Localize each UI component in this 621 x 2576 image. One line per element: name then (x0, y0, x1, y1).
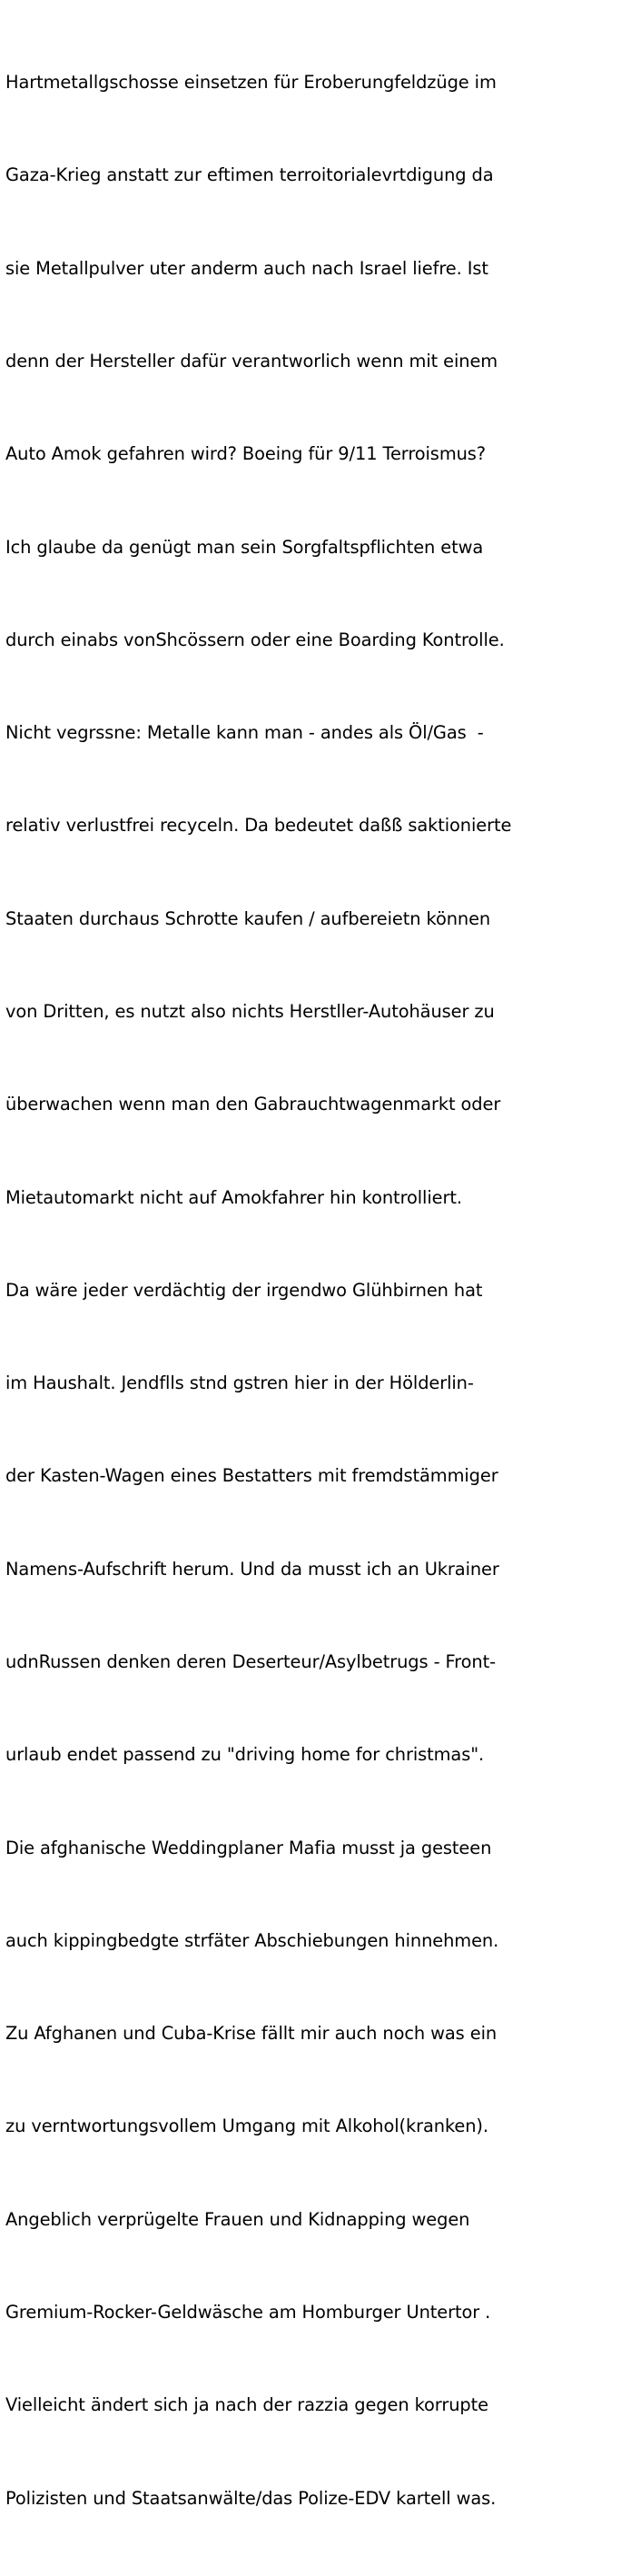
text-line: Namens-Aufschrift herum. Und da musst ich an Ukrainer (5, 1558, 499, 1580)
text-line: urlaub endet passend zu "driving home for christmas". (5, 1744, 485, 1766)
text-line: Gaza-Krieg anstatt zur eftimen terroitorialevrtdigung da (5, 164, 494, 186)
text-line: denn der Hersteller dafür verantworlich wenn mit einem (5, 351, 498, 372)
text-line: Die afghanische Weddingplaner Mafia musst ja gesteen (5, 1837, 492, 1858)
text-line: Hartmetallgschosse einsetzen für Eroberungfeldzüge im (5, 72, 497, 94)
text-line: überwachen wenn man den Gabrauchtwagenmarkt oder (5, 1094, 501, 1115)
text-line: im Haushalt. Jendflls stnd gstren hier in der Hölderlin- (5, 1372, 474, 1394)
text-line: Da wäre jeder verdächtig der irgendwo Glühbirnen hat (5, 1279, 483, 1301)
text-line: Auto Amok gefahren wird? Boeing für 9/11 Terroismus? (5, 443, 486, 465)
text-line: auch kippingbedgte strfäter Abschiebungen hinnehmen. (5, 1929, 499, 1951)
text-line: relativ verlustfrei recyceln. Da bedeutet daßß saktionierte (5, 815, 512, 837)
text-line: Gremium-Rocker-Geldwäsche am Homburger Untertor . (5, 2301, 491, 2323)
text-line: Angeblich verprügelte Frauen und Kidnapping wegen (5, 2208, 470, 2230)
text-line: sie Metallpulver uter anderm auch nach Israel liefre. Ist (5, 257, 488, 279)
text-line: Staaten durchaus Schrotte kaufen / aufbereietn können (5, 907, 491, 929)
text-line: von Dritten, es nutzt also nichts Herstller-Autohäuser zu (5, 1001, 495, 1022)
text-line: Zu Afghanen und Cuba-Krise fällt mir auch noch was ein (5, 2023, 498, 2045)
text-line: Mietautomarkt nicht auf Amokfahrer hin kontrolliert. (5, 1186, 462, 1208)
text-line: zu verntwortungsvollem Umgang mit Alkohol(kranken). (5, 2115, 488, 2137)
document-text-body (5, 5, 616, 2576)
text-line: Nicht vegrssne: Metalle kann man - andes als Öl/Gas - (5, 722, 484, 744)
text-line: der Kasten-Wagen eines Bestatters mit fremdstämmiger (5, 1465, 498, 1487)
text-line: durch einabs vonShcössern oder eine Boarding Kontrolle. (5, 629, 505, 650)
text-line: udnRussen denken deren Deserteur/Asylbetrugs - Front- (5, 1650, 496, 1672)
text-line: Polizisten und Staatsanwälte/das Polize-EDV kartell was. (5, 2487, 497, 2509)
text-line: Ich glaube da genügt man sein Sorgfaltspflichten etwa (5, 536, 484, 558)
text-line: Vielleicht ändert sich ja nach der razzia gegen korrupte (5, 2394, 488, 2416)
